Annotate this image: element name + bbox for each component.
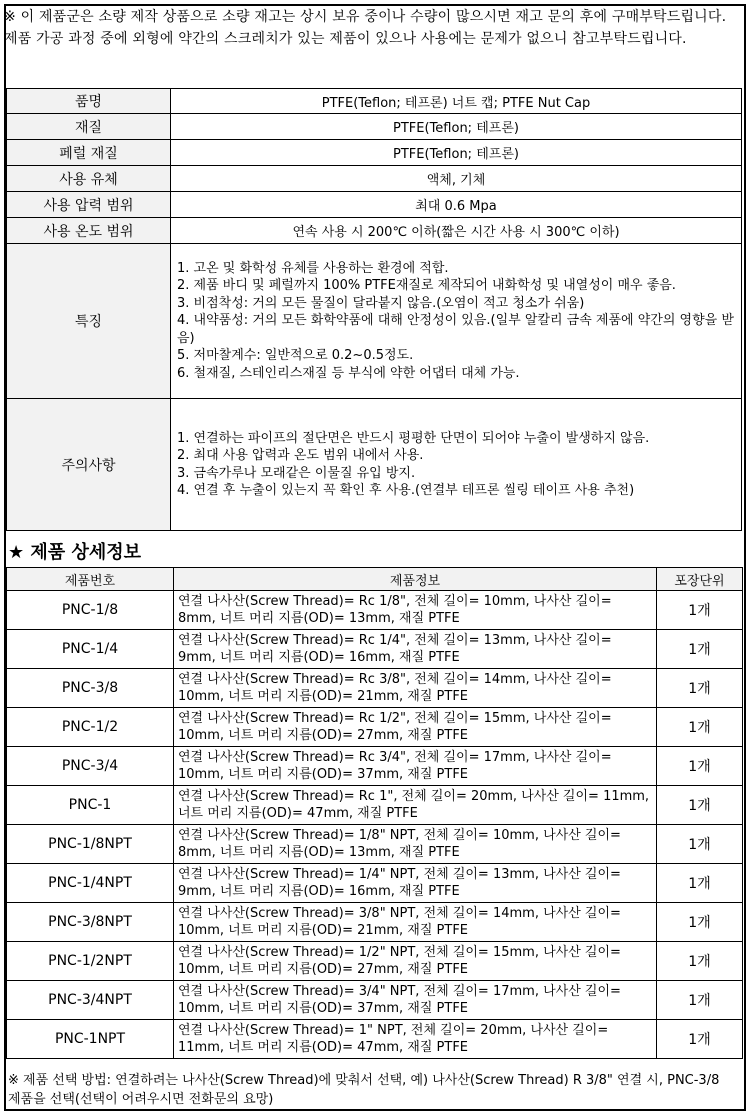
spec-label: 사용 압력 범위 [7,192,171,218]
product-info: 연결 나사산(Screw Thread)= Rc 1/4", 전체 길이= 13mm, 나사산 길이= 9mm, 너트 머리 지름(OD)= 16mm, 재질 PTFE [174,630,657,669]
package-unit: 1개 [657,591,743,630]
table-row [7,825,743,864]
spec-label: 품명 [7,89,171,114]
product-code: PNC-1/2 [7,708,174,747]
cautions-list [171,399,742,531]
product-code: PNC-1/4NPT [7,864,174,903]
product-code: PNC-3/4NPT [7,981,174,1020]
spec-label: 재질 [7,114,171,140]
features-list [171,244,742,399]
package-unit: 1개 [657,864,743,903]
spec-row [7,399,742,531]
table-row [7,1020,743,1059]
spec-row [7,192,742,218]
caution-item: 2. 최대 사용 압력과 온도 범위 내에서 사용. [177,448,424,463]
feature-item: 3. 비점착성: 거의 모든 물질이 달라붙지 않음.(오염이 적고 청소가 쉬움) [177,295,585,311]
product-code: PNC-3/4 [7,747,174,786]
header-product-info: 제품정보 [174,568,657,591]
package-unit: 1개 [657,825,743,864]
feature-item: 1. 고온 및 화학성 유체를 사용하는 환경에 적합. [177,260,449,276]
detail-section-title: ★ 제품 상세정보 [8,542,141,563]
feature-item: 2. 제품 바디 및 페럴까지 100% PTFE재질로 제작되어 내화학성 및 내열성이 매우 좋음. [177,278,676,294]
package-unit: 1개 [657,669,743,708]
table-row [7,591,743,630]
caution-item: 1. 연결하는 파이프의 절단면은 반드시 평평한 단면이 되어야 누출이 발생하지 않음. [177,430,650,446]
product-name-value: PTFE(Teflon; 테프론) 너트 캡; PTFE Nut Cap [171,89,742,114]
fluid-value: 액체, 기체 [171,166,742,192]
table-row [7,942,743,981]
product-info: 연결 나사산(Screw Thread)= 1" NPT, 전체 길이= 20mm, 나사산 길이= 11mm, 너트 머리 지름(OD)= 47mm, 재질 PTFE [174,1020,657,1059]
product-code: PNC-1NPT [7,1020,174,1059]
package-unit: 1개 [657,630,743,669]
table-row [7,786,743,825]
spec-label: 사용 유체 [7,166,171,192]
package-unit: 1개 [657,942,743,981]
package-unit: 1개 [657,1020,743,1059]
ferrule-value: PTFE(Teflon; 테프론) [171,140,742,166]
spec-label: 사용 온도 범위 [7,218,171,244]
header-package-unit: 포장단위 [657,568,743,591]
table-row [7,981,743,1020]
spec-row [7,218,742,244]
table-row [7,747,743,786]
table-row [7,708,743,747]
product-code: PNC-1/4 [7,630,174,669]
package-unit: 1개 [657,747,743,786]
spec-row [7,166,742,192]
detail-header-row [7,568,743,591]
product-info: 연결 나사산(Screw Thread)= Rc 3/8", 전체 길이= 14mm, 나사산 길이= 10mm, 너트 머리 지름(OD)= 21mm, 재질 PTFE [174,669,657,708]
product-code: PNC-1 [7,786,174,825]
spec-label: 페럴 재질 [7,140,171,166]
product-code: PNC-3/8 [7,669,174,708]
product-info: 연결 나사산(Screw Thread)= 1/8" NPT, 전체 길이= 10mm, 나사산 길이= 8mm, 너트 머리 지름(OD)= 13mm, 재질 PTFE [174,825,657,864]
spec-row [7,89,742,114]
caution-item: 4. 연결 후 누출이 있는지 꼭 확인 후 사용.(연결부 테프론 씰링 테이프 사용 추천) [177,483,635,498]
temperature-value: 연속 사용 시 200℃ 이하(짧은 시간 사용 시 300℃ 이하) [171,218,742,244]
product-code: PNC-1/8NPT [7,825,174,864]
selection-guide: ※ 제품 선택 방법: 연결하려는 나사산(Screw Thread)에 맞춰서 선택, 예) 나사산(Screw Thread) R 3/8" 연결 시, PNC-3/8 제품을 선택(선택이 어려우시면 전화문의 요망) [8,1073,720,1107]
feature-item: 5. 저마찰계수: 일반적으로 0.2~0.5정도. [177,348,414,364]
material-value: PTFE(Teflon; 테프론) [171,114,742,140]
product-info: 연결 나사산(Screw Thread)= 1/4" NPT, 전체 길이= 13mm, 나사산 길이= 9mm, 너트 머리 지름(OD)= 16mm, 재질 PTFE [174,864,657,903]
product-info: 연결 나사산(Screw Thread)= Rc 3/4", 전체 길이= 17mm, 나사산 길이= 10mm, 너트 머리 지름(OD)= 37mm, 재질 PTFE [174,747,657,786]
pressure-value: 최대 0.6 Mpa [171,192,742,218]
feature-item: 4. 내약품성: 거의 모든 화학약품에 대해 안정성이 있음.(일부 알칼리 금속 제품에 약간의 영향을 받음) [177,313,734,346]
product-info: 연결 나사산(Screw Thread)= Rc 1/2", 전체 길이= 15mm, 나사산 길이= 10mm, 너트 머리 지름(OD)= 27mm, 재질 PTFE [174,708,657,747]
spec-row [7,244,742,399]
product-info: 연결 나사산(Screw Thread)= Rc 1", 전체 길이= 20mm, 나사산 길이= 11mm, 너트 머리 지름(OD)= 47mm, 재질 PTFE [174,786,657,825]
table-row [7,864,743,903]
product-info: 연결 나사산(Screw Thread)= 1/2" NPT, 전체 길이= 15mm, 나사산 길이= 10mm, 너트 머리 지름(OD)= 27mm, 재질 PTFE [174,942,657,981]
spec-label: 주의사항 [7,399,171,531]
package-unit: 1개 [657,981,743,1020]
product-info: 연결 나사산(Screw Thread)= 3/4" NPT, 전체 길이= 17mm, 나사산 길이= 10mm, 너트 머리 지름(OD)= 37mm, 재질 PTFE [174,981,657,1020]
header-product-code: 제품번호 [7,568,174,591]
product-detail-table [6,567,743,1059]
spec-row [7,140,742,166]
product-info: 연결 나사산(Screw Thread)= 3/8" NPT, 전체 길이= 14mm, 나사산 길이= 10mm, 너트 머리 지름(OD)= 21mm, 재질 PTFE [174,903,657,942]
table-row [7,630,743,669]
product-info: 연결 나사산(Screw Thread)= Rc 1/8", 전체 길이= 10mm, 나사산 길이= 8mm, 너트 머리 지름(OD)= 13mm, 재질 PTFE [174,591,657,630]
product-code: PNC-1/8 [7,591,174,630]
table-row [7,903,743,942]
package-unit: 1개 [657,786,743,825]
feature-item: 6. 철재질, 스테인리스재질 등 부식에 약한 어댑터 대체 가능. [177,365,520,381]
spec-label: 특징 [7,244,171,399]
package-unit: 1개 [657,708,743,747]
spec-row [7,114,742,140]
package-unit: 1개 [657,903,743,942]
spec-table [6,88,742,531]
table-row [7,669,743,708]
product-code: PNC-1/2NPT [7,942,174,981]
caution-item: 3. 금속가루나 모래같은 이물질 유입 방지. [177,465,416,481]
stock-notice: ※ 이 제품군은 소량 제작 상품으로 소량 재고는 상시 보유 중이나 수량이 많으시면 재고 문의 후에 구매부탁드립니다. 제품 가공 과정 중에 외형에 약간의 스크레치가 있는 제품이 있으나 사용에는 문제가 없으니 참고부탁드립니다. [4,9,727,47]
product-code: PNC-3/8NPT [7,903,174,942]
